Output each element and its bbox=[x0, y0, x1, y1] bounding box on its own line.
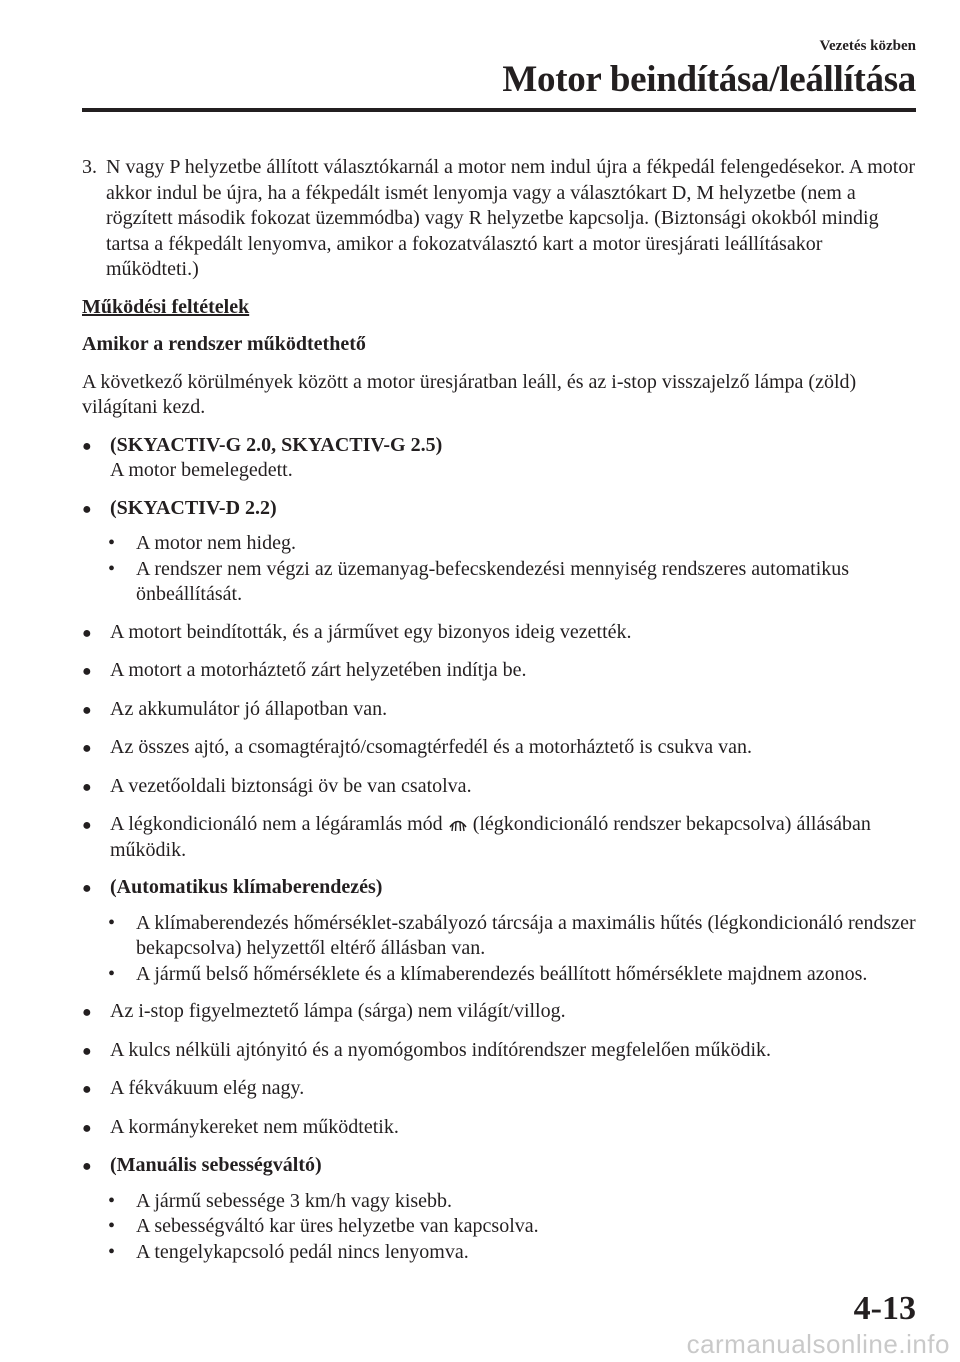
list-item: ● A vezetőoldali biztonsági öv be van csatolva. bbox=[82, 774, 916, 801]
bullet-dot: ● bbox=[82, 701, 92, 719]
list-item: ● Az összes ajtó, a csomagtérajtó/csomagtérfedél és a motorháztető is csukva van. bbox=[82, 735, 916, 762]
sub-heading: Amikor a rendszer működtethető bbox=[82, 333, 366, 355]
list-item: ● A légkondicionáló nem a légáramlás mód (légkondicionáló rendszer bekapcsolva) állásában működik. bbox=[82, 812, 916, 863]
page-title: Motor beindítása/leállítása bbox=[502, 59, 916, 100]
header-section: Vezetés közben bbox=[819, 38, 916, 54]
content bbox=[82, 155, 916, 1277]
bullet-dot: ● bbox=[82, 437, 92, 455]
bullet-dot: ● bbox=[82, 1158, 92, 1175]
intro-paragraph: A következő körülmények között a motor üresjáratban leáll, és az i-stop visszajelző lámpa (zöld) világítani kezd. bbox=[82, 370, 857, 418]
list-item: ● A motort beindították, és a járművet egy bizonyos ideig vezették. bbox=[82, 620, 916, 647]
page-number: 4-13 bbox=[853, 1290, 916, 1327]
item-number: 3. bbox=[82, 156, 97, 178]
numbered-item bbox=[82, 155, 916, 283]
header-rule bbox=[82, 108, 916, 112]
list-item: ● Az i-stop figyelmeztető lámpa (sárga) nem világít/villog. bbox=[82, 999, 916, 1026]
list-item: ● A kormánykereket nem működtetik. bbox=[82, 1115, 916, 1142]
bullet-dot: ● bbox=[82, 817, 92, 834]
bullet-dot: ● bbox=[82, 1004, 92, 1021]
sub-list-item: • A tengelykapcsoló pedál nincs lenyomva. bbox=[108, 1240, 469, 1263]
list-item-title: (SKYACTIV-D 2.2) bbox=[110, 496, 277, 519]
section-heading: Működési feltételek bbox=[82, 295, 250, 318]
list-item-title: (Automatikus klímaberendezés) bbox=[110, 876, 383, 898]
sub-list-item: • A klímaberendezés hőmérséklet-szabályozó tárcsája a maximális hűtés (légkondicionáló rendszer bekapcsolva) helyzettől eltérő állásban van. bbox=[108, 911, 916, 959]
list-item: ● Az akkumulátor jó állapotban van. bbox=[82, 697, 916, 724]
bullet-dot: ● bbox=[82, 778, 92, 796]
list-item bbox=[82, 433, 916, 484]
bullet-dot: ● bbox=[82, 740, 92, 757]
list-item-text: A motor bemelegedett. bbox=[110, 459, 293, 481]
bullet-dot: ● bbox=[82, 880, 92, 897]
list-item: ● A motort a motorháztető zárt helyzetében indítja be. bbox=[82, 658, 916, 685]
bullet-dot: ● bbox=[82, 663, 92, 680]
list-item-title: (SKYACTIV-G 2.0, SKYACTIV-G 2.5) bbox=[110, 433, 443, 456]
sub-list-item: • A jármű sebessége 3 km/h vagy kisebb. bbox=[108, 1189, 453, 1212]
list-item: ● A fékvákuum elég nagy. bbox=[82, 1076, 916, 1103]
list-item bbox=[82, 875, 916, 987]
bullet-dot: ● bbox=[82, 624, 92, 642]
bullet-dot: ● bbox=[82, 1119, 92, 1137]
bullet-dot: ● bbox=[82, 1042, 92, 1060]
defroster-icon bbox=[447, 815, 469, 833]
sub-list-item: • A rendszer nem végzi az üzemanyag-befecskendezési mennyiség rendszeres automatikus önbeállítását. bbox=[108, 557, 850, 605]
sub-list-item: • A motor nem hideg. bbox=[108, 532, 296, 554]
bullet-dot: ● bbox=[82, 1081, 92, 1098]
list-item-title: (Manuális sebességváltó) bbox=[110, 1154, 322, 1176]
sub-list-item: • A jármű belső hőmérséklete és a klímaberendezés beállított hőmérséklete majdnem azonos. bbox=[108, 962, 868, 985]
list-item bbox=[82, 1153, 916, 1265]
watermark: carmanualsonline.info bbox=[686, 1329, 950, 1359]
list-item: ● A kulcs nélküli ajtónyitó és a nyomógombos indítórendszer megfelelően működik. bbox=[82, 1038, 916, 1065]
item-text: N vagy P helyzetbe állított választókarnál a motor nem indul újra a fékpedál felengedésekor. A motor akkor indul be újra, ha a fékpedált ismét lenyomja vagy a választókart D, M helyzetbe (nem a rögzített második fokozat üzemmódba) vagy R helyzetbe kapcsolja. (Biztonsági okokból mindig tartsa a fékpedált lenyomva, amikor a fokozatválasztó kart a motor üresjárati leállításakor működteti.) bbox=[106, 156, 916, 280]
sub-list-item: • A sebességváltó kar üres helyzetbe van kapcsolva. bbox=[108, 1215, 539, 1237]
bullet-dot: ● bbox=[82, 500, 92, 518]
list-item bbox=[82, 496, 916, 608]
